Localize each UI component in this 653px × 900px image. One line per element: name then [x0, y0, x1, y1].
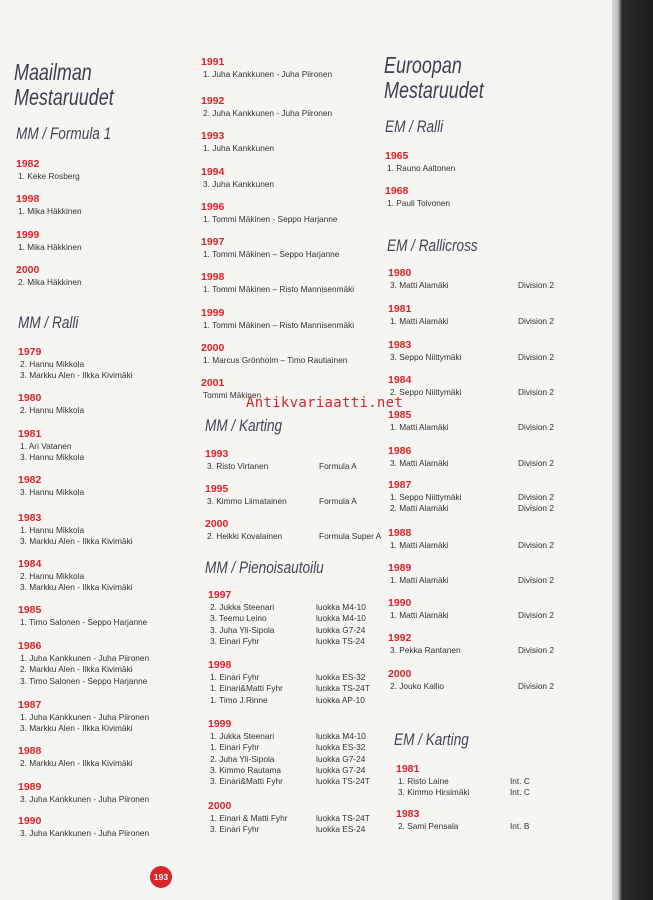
result-line [20, 525, 84, 535]
result-name: 1. Pauli Toivonen [387, 198, 451, 208]
result-class: Formula Super A [319, 531, 382, 541]
result-line [390, 575, 554, 585]
year-heading: 1987 [18, 699, 42, 711]
year-heading: 1992 [388, 632, 412, 644]
result-line [210, 624, 366, 635]
result-class: luokka TS-24T [316, 776, 370, 787]
result-name: 3. Kimmo Hirsimäki [398, 787, 470, 798]
year-heading: 1999 [16, 229, 40, 241]
result-name: 3. Teemu Leino [210, 613, 267, 624]
result-line [210, 731, 366, 741]
result-name: 3. Juha Yli-Sipola [210, 624, 275, 635]
result-name: 3. Juha Kankkunen [203, 179, 275, 189]
result-line [390, 352, 554, 362]
result-line [203, 143, 274, 153]
result-class: Division 2 [518, 610, 554, 620]
year-heading: 2001 [201, 377, 225, 389]
result-name: 1. Hannu Mikkola [20, 525, 85, 535]
year-heading: 1990 [18, 815, 42, 827]
year-heading: 1985 [388, 409, 412, 421]
result-line [210, 753, 366, 764]
result-class: Int. B [510, 821, 530, 831]
year-heading: 1992 [201, 95, 225, 107]
result-class: Int. C [510, 776, 530, 786]
result-name: 3. Pekka Rantanen [390, 645, 461, 655]
result-class: luokka AP-10 [316, 694, 365, 705]
result-line [203, 214, 338, 224]
result-class: luokka M4-10 [316, 613, 366, 624]
result-line [20, 441, 72, 451]
result-class: luokka TS-24 [316, 635, 365, 646]
year-heading: 1968 [385, 185, 409, 197]
result-line [210, 602, 366, 612]
result-class: Int. C [510, 787, 530, 798]
watermark: Antikvariaatti.net [246, 395, 404, 411]
year-heading: 1999 [208, 718, 232, 730]
result-class: Formula A [319, 461, 357, 471]
result-name: 3. Einari Fyhr [210, 824, 260, 835]
result-name: 1. Matti Alamäki [390, 316, 449, 326]
result-line [20, 653, 149, 663]
result-name: 1. Einari & Matti Fyhr [210, 813, 288, 823]
result-name: 3. Risto Virtanen [207, 461, 269, 471]
section-heading-em-karting: EM / Karting [394, 730, 469, 749]
year-heading: 1995 [205, 483, 229, 495]
result-class: luokka M4-10 [316, 602, 366, 612]
result-name: Tommi Mäkinen [203, 390, 262, 400]
result-line [390, 681, 554, 691]
year-heading: 1986 [18, 640, 42, 652]
year-heading: 1965 [385, 150, 409, 162]
page-number: 193 [150, 866, 172, 888]
result-line [207, 531, 382, 541]
result-class: luokka ES-32 [316, 742, 366, 753]
result-name: 2. Jukka Steenari [210, 602, 275, 612]
section-heading-f1: MM / Formula 1 [16, 124, 112, 143]
result-name: 1. Juha Kankkunen - Juha Piironen [20, 712, 150, 722]
result-line [20, 712, 149, 722]
year-heading: 2000 [16, 264, 40, 276]
result-line [20, 359, 84, 369]
year-heading: 1998 [208, 659, 232, 671]
result-line [20, 676, 147, 686]
result-name: 3. Matti Alamäki [390, 458, 449, 468]
result-line [20, 571, 84, 581]
year-heading: 1979 [18, 346, 42, 358]
year-heading: 1994 [201, 166, 225, 178]
year-heading: 2000 [208, 800, 232, 812]
title-line-1: Euroopan [384, 52, 462, 78]
year-heading: 1983 [388, 339, 412, 351]
year-heading: 1991 [201, 56, 225, 68]
result-name: 2. Jouko Kallio [390, 681, 444, 691]
result-line [210, 813, 370, 823]
result-line [203, 355, 347, 365]
result-name: 1. Einari&Matti Fyhr [210, 683, 283, 694]
result-name: 3. Timo Salonen - Seppo Harjanne [20, 675, 148, 686]
result-line [210, 613, 366, 624]
result-line [20, 405, 84, 415]
year-heading: 1998 [201, 271, 225, 283]
result-line [210, 672, 366, 682]
year-heading: 2000 [388, 668, 412, 680]
result-line [387, 198, 450, 208]
result-name: 3. Juha Kankkunen - Juha Piironen [20, 828, 150, 838]
book-binding-edge [612, 0, 653, 900]
result-line [398, 787, 530, 798]
year-heading: 1999 [201, 307, 225, 319]
result-class: Division 2 [518, 681, 554, 691]
result-name: 3. Kimmo Rautama [210, 764, 282, 775]
result-name: 1. Einari Fyhr [210, 742, 260, 753]
result-name: 1. Tommi Mäkinen – Risto Mannisenmäki [203, 284, 355, 294]
result-class: Division 2 [518, 540, 554, 550]
result-line [20, 758, 133, 768]
year-heading: 1989 [18, 781, 42, 793]
result-name: 3. Markku Alen - Ilkka Kivimäki [20, 536, 133, 547]
result-name: 2. Sami Pensala [398, 821, 459, 831]
result-name: 1. Mika Häkkinen [18, 242, 82, 252]
result-name: 3. Einari&Matti Fyhr [210, 776, 283, 787]
year-heading: 1980 [18, 392, 42, 404]
section-heading-rallicross: EM / Rallicross [387, 236, 478, 255]
result-class: Division 2 [518, 422, 554, 432]
result-name: 3. Hannu Mikkola [20, 452, 85, 463]
result-line [390, 540, 554, 550]
result-class: Division 2 [518, 387, 554, 397]
result-name: 2. Juha Yli-Sipola [210, 753, 275, 764]
result-class: Division 2 [518, 352, 554, 362]
year-heading: 1981 [396, 763, 420, 775]
result-name: 2. Heikki Kovalainen [207, 531, 283, 541]
result-line [18, 242, 82, 252]
year-heading: 1993 [205, 448, 229, 460]
year-heading: 1986 [388, 445, 412, 457]
result-line [207, 496, 357, 506]
result-name: 1. Matti Alamäki [390, 610, 449, 620]
result-line [18, 206, 82, 216]
result-class: luokka G7-24 [316, 753, 366, 764]
result-name: 1. Jukka Steenari [210, 731, 275, 741]
section-heading-pienoisautoilu: MM / Pienoisautoilu [205, 558, 324, 577]
result-name: 1. Tommi Mäkinen – Seppo Harjanne [203, 249, 340, 259]
result-name: 3. Kimmo Liimatainen [207, 496, 287, 506]
result-name: 1. Matti Alamäki [390, 575, 449, 585]
result-name: 3. Juha Kankkunen - Juha Piironen [20, 794, 150, 804]
result-line [210, 683, 370, 694]
result-line [203, 108, 332, 118]
result-name: 2. Matti Alamäki [390, 503, 449, 514]
result-name: 2. Hannu Mikkola [20, 571, 85, 581]
result-line [18, 171, 80, 181]
result-line [20, 617, 147, 627]
result-line [210, 776, 370, 787]
result-line [210, 635, 365, 646]
result-class: luokka ES-32 [316, 672, 366, 682]
result-line [390, 610, 554, 620]
result-class: luokka TS-24T [316, 683, 370, 694]
result-name: 1. Tommi Mäkinen – Risto Mannisenmäki [203, 320, 355, 330]
result-line [20, 536, 133, 546]
result-line [203, 69, 332, 79]
result-class: luokka ES-24 [316, 824, 366, 835]
year-heading: 1990 [388, 597, 412, 609]
result-line [210, 742, 366, 753]
result-name: 3. Markku Alen - Ilkka Kivimäki [20, 582, 133, 593]
result-line [390, 503, 554, 514]
result-line [203, 284, 354, 294]
title-line-1: Maailman [14, 59, 92, 85]
section-heading-karting: MM / Karting [205, 416, 283, 435]
result-line [210, 824, 366, 835]
result-name: 3. Matti Alamäki [390, 280, 449, 290]
year-heading: 1981 [388, 303, 412, 315]
result-name: 2. Juha Kankkunen - Juha Piironen [203, 108, 333, 118]
result-name: 1. Marcus Grönholm – Timo Rautiainen [203, 355, 348, 365]
result-name: 3. Markku Alen - Ilkka Kivimäki [20, 723, 133, 734]
result-name: 1. Rauno Aaltonen [387, 163, 456, 173]
result-class: Division 2 [518, 458, 554, 468]
result-name: 1. Mika Häkkinen [18, 206, 82, 216]
result-line [20, 452, 84, 462]
result-line [207, 461, 357, 471]
year-heading: 1988 [18, 745, 42, 757]
result-name: 1. Timo Salonen - Seppo Harjanne [20, 617, 148, 627]
result-name: 1. Juha Kankkunen - Juha Piironen [203, 69, 333, 79]
result-line [390, 422, 554, 432]
result-class: luokka G7-24 [316, 764, 366, 775]
year-heading: 1989 [388, 562, 412, 574]
result-name: 1. Keke Rosberg [18, 171, 80, 181]
year-heading: 1983 [396, 808, 420, 820]
result-name: 1. Seppo Niittymäki [390, 492, 462, 502]
result-name: 3. Hannu Mikkola [20, 487, 85, 497]
result-class: Formula A [319, 496, 357, 506]
year-heading: 1987 [388, 479, 412, 491]
result-line [390, 280, 554, 290]
year-heading: 1996 [201, 201, 225, 213]
result-line [20, 370, 133, 380]
section-heading-ralli: MM / Ralli [18, 313, 79, 332]
result-line [387, 163, 455, 173]
year-heading: 1985 [18, 604, 42, 616]
result-line [390, 645, 554, 655]
result-line [390, 316, 554, 326]
result-class: Division 2 [518, 316, 554, 326]
year-heading: 2000 [205, 518, 229, 530]
year-heading: 1988 [388, 527, 412, 539]
result-line [203, 320, 354, 330]
result-name: 1. Ari Vatanen [20, 441, 72, 451]
result-line [203, 179, 274, 189]
result-line [20, 794, 149, 804]
year-heading: 1993 [201, 130, 225, 142]
result-class: luokka TS-24T [316, 813, 370, 823]
title-line-2: Mestaruudet [384, 77, 484, 103]
result-name: 2. Hannu Mikkola [20, 359, 85, 369]
result-name: 2. Markku Alen - Ilkka Kivimäki [20, 664, 133, 675]
result-class: Division 2 [518, 492, 554, 502]
year-heading: 1984 [18, 558, 42, 570]
year-heading: 1997 [201, 236, 225, 248]
result-line [390, 492, 554, 502]
year-heading: 1981 [18, 428, 42, 440]
year-heading: 1998 [16, 193, 40, 205]
result-line [210, 764, 366, 775]
result-line [210, 694, 365, 705]
result-name: 1. Tommi Mäkinen - Seppo Harjanne [203, 214, 338, 224]
result-name: 3. Markku Alen - Ilkka Kivimäki [20, 370, 133, 381]
result-name: 2. Mika Häkkinen [18, 277, 82, 287]
result-line [20, 582, 133, 592]
year-heading: 1982 [18, 474, 42, 486]
result-line [203, 249, 339, 259]
result-class: Division 2 [518, 575, 554, 585]
result-name: 2. Markku Alen - Ilkka Kivimäki [20, 758, 133, 768]
title-line-2: Mestaruudet [14, 84, 114, 110]
result-name: 1. Timo J.Rinne [210, 694, 268, 705]
result-name: 1. Matti Alamäki [390, 422, 449, 432]
result-name: 3. Einari Fyhr [210, 635, 260, 646]
result-name: 3. Seppo Niittymäki [390, 352, 462, 362]
year-heading: 1980 [388, 267, 412, 279]
result-name: 2. Seppo Niittymäki [390, 387, 462, 397]
year-heading: 1984 [388, 374, 412, 386]
result-name: 1. Einari Fyhr [210, 672, 260, 682]
result-name: 2. Hannu Mikkola [20, 405, 85, 415]
result-name: 1. Juha Kankkunen - Juha Piironen [20, 653, 150, 663]
result-line [20, 828, 149, 838]
result-class: Division 2 [518, 280, 554, 290]
year-heading: 1982 [16, 158, 40, 170]
result-line [390, 458, 554, 468]
section-heading-em-ralli: EM / Ralli [385, 117, 444, 136]
year-heading: 2000 [201, 342, 225, 354]
result-line [18, 277, 82, 287]
result-line [398, 776, 530, 786]
year-heading: 1997 [208, 589, 232, 601]
result-class: Division 2 [518, 645, 554, 655]
result-name: 1. Juha Kankkunen [203, 143, 275, 153]
result-name: 1. Risto Laine [398, 776, 449, 786]
result-line [20, 487, 84, 497]
result-line [20, 723, 133, 733]
result-line [398, 821, 530, 831]
result-line [20, 664, 133, 674]
year-heading: 1983 [18, 512, 42, 524]
result-class: luokka G7-24 [316, 624, 366, 635]
result-class: Division 2 [518, 503, 554, 514]
result-name: 1. Matti Alamäki [390, 540, 449, 550]
result-class: luokka M4-10 [316, 731, 366, 741]
